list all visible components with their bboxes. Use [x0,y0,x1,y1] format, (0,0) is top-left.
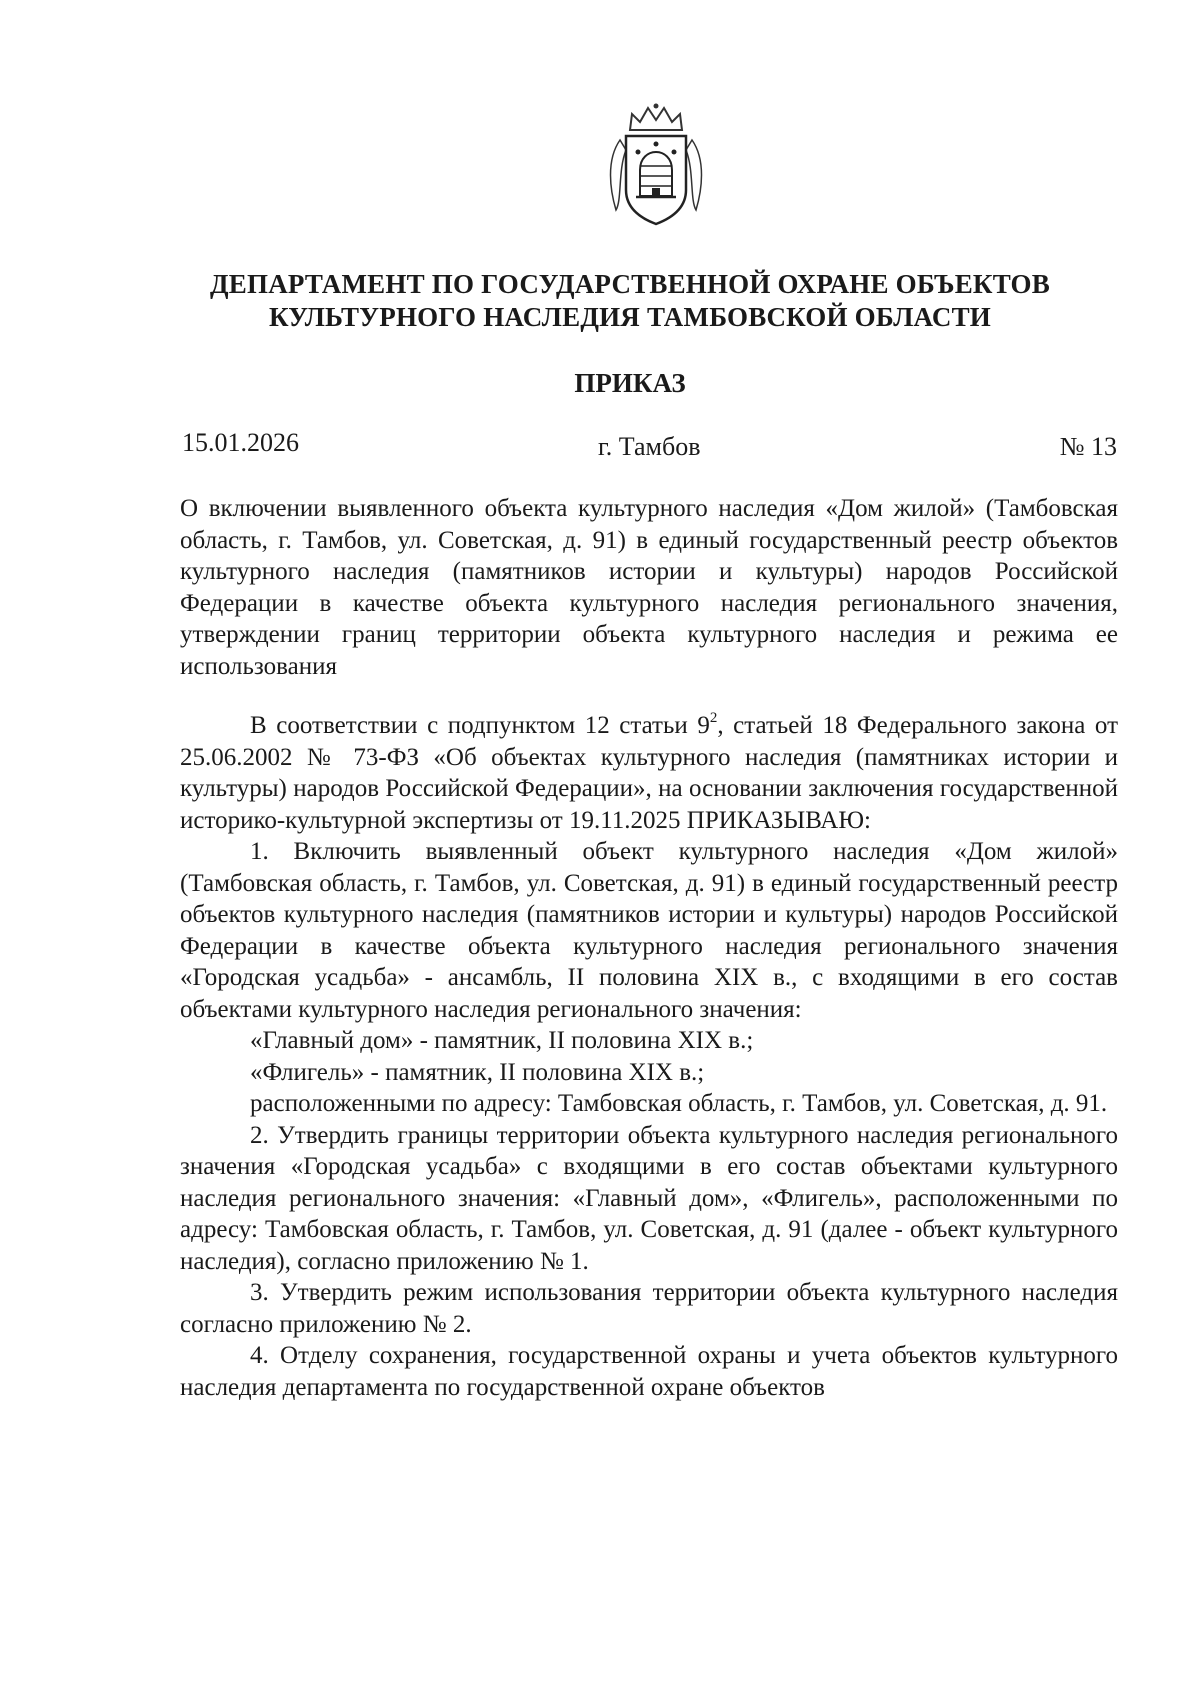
preamble-part1: В соответствии с подпунктом 12 статьи 9 [250,712,710,739]
order-body [180,710,1118,1403]
item-1: 1. Включить выявленный объект культурного наследия «Дом жилой» (Тамбовская область, г. Тамбов, ул. Советская, д. 91) в единый государственный реестр объектов культурного наследия (памятников истории и культуры) народов Российской Федерации в качестве объекта культурного наследия регионального значения «Городская усадьба» - ансамбль, II половина XIX в., с входящими в его состав объектами культурного наследия регионального значения: [180,838,1118,1023]
preamble-part2: , статьей 18 Федерального закона от 25.06.2002 № 73-ФЗ «Об объектах культурного наследия (памятниках истории и культуры) народов Российской Федерации», на основании заключения государственной историко-культурной экспертизы от 19.11.2025 ПРИКАЗЫВАЮ: [180,712,1118,834]
item-1-address: расположенными по адресу: Тамбовская область, г. Тамбов, ул. Советская, д. 91. [250,1090,1108,1117]
document-city: г. Тамбов [598,432,701,461]
item-4: 4. Отделу сохранения, государственной охраны и учета объектов культурного наследия департамента по государственной охране объектов [180,1342,1118,1401]
item-2: 2. Утвердить границы территории объекта культурного наследия регионального значения «Городская усадьба» с входящими в его состав объектами культурного наследия регионального значения: «Главный дом», «Флигель», расположенными по адресу: Тамбовская область, г. Тамбов, ул. Советская, д. 91 (далее - объект культурного наследия), согласно приложению № 1. [180,1121,1118,1275]
department-title-line1: ДЕПАРТАМЕНТ ПО ГОСУДАРСТВЕННОЙ ОХРАНЕ ОБЪЕКТОВ [210,269,1050,299]
item-1-main-house: «Главный дом» - памятник, II половина XIX в.; [250,1027,754,1054]
department-title-line2: КУЛЬТУРНОГО НАСЛЕДИЯ ТАМБОВСКОЙ ОБЛАСТИ [269,302,991,332]
coat-of-arms-emblem [602,100,710,230]
item-1-wing: «Флигель» - памятник, II половина XIX в.; [250,1058,705,1086]
preamble-superscript: 2 [709,710,718,726]
preamble [180,710,1118,836]
item-3: 3. Утвердить режим использования территории объекта культурного наследия согласно приложению № 2. [180,1279,1118,1338]
document-type: ПРИКАЗ [574,368,686,398]
department-title [160,268,1100,334]
order-subject: О включении выявленного объекта культурного наследия «Дом жилой» (Тамбовская область, г. Тамбов, ул. Советская, д. 91) в единый государственный реестр объектов культурного наследия (памятников истории и культуры) народов Российской Федерации в качестве объекта культурного наследия регионального значения, утверждении границ территории объекта культурного наследия и режима ее использования [180,495,1118,680]
document-date: 15.01.2026 [182,428,299,457]
document-number: № 13 [1059,432,1117,461]
